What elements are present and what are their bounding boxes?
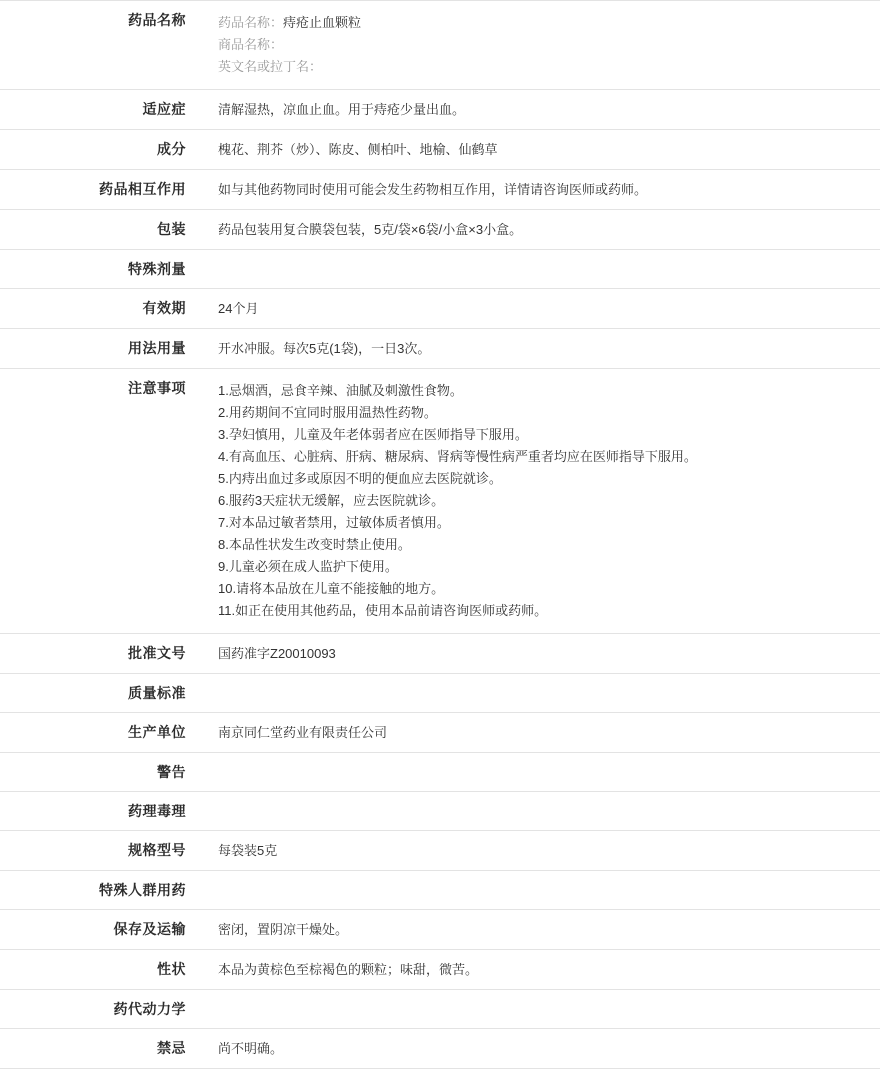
row-label: 适应症 — [142, 101, 186, 117]
row-value-names — [200, 1, 880, 90]
row-value: 南京同仁堂药业有限责任公司 — [218, 725, 388, 740]
table-row — [0, 90, 880, 130]
row-value: 槐花、荆芥（炒）、陈皮、侧柏叶、地榆、仙鹤草 — [218, 142, 498, 157]
row-value: 本品为黄棕色至棕褐色的颗粒；味甜，微苦。 — [218, 962, 479, 977]
trade-name-key: 商品名称： — [218, 37, 284, 52]
english-name-key: 英文名或拉丁名： — [218, 59, 323, 74]
row-value — [200, 792, 880, 831]
row-label: 有效期 — [142, 300, 186, 316]
row-label: 药代动力学 — [113, 1001, 186, 1017]
table-row — [0, 910, 880, 950]
table-row — [0, 753, 880, 792]
row-value: 24个月 — [218, 301, 259, 316]
row-value — [200, 871, 880, 910]
row-label: 性状 — [157, 961, 186, 977]
row-value: 国药准字Z20010093 — [218, 646, 336, 661]
row-label: 生产单位 — [128, 724, 186, 740]
table-row — [0, 792, 880, 831]
list-item: 6.服药3天症状无缓解，应去医院就诊。 — [218, 493, 445, 508]
row-label: 成分 — [157, 141, 186, 157]
list-item: 9.儿童必须在成人监护下使用。 — [218, 559, 398, 574]
table-row — [0, 713, 880, 753]
list-item: 4.有高血压、心脏病、肝病、糖尿病、肾病等慢性病严重者均应在医师指导下服用。 — [218, 449, 697, 464]
list-item: 7.对本品过敏者禁用，过敏体质者慎用。 — [218, 515, 450, 530]
row-label: 规格型号 — [128, 842, 186, 858]
table-row — [0, 250, 880, 289]
row-value: 如与其他药物同时使用可能会发生药物相互作用，详情请咨询医师或药师。 — [218, 182, 648, 197]
row-label: 用法用量 — [128, 340, 186, 356]
row-label: 质量标准 — [128, 685, 186, 701]
drug-name-key: 药品名称： — [218, 15, 284, 30]
table-row — [0, 130, 880, 170]
row-label: 警告 — [157, 764, 186, 780]
list-item: 5.内痔出血过多或原因不明的便血应去医院就诊。 — [218, 471, 502, 486]
row-label: 注意事项 — [128, 380, 186, 396]
list-item: 1.忌烟酒，忌食辛辣、油腻及刺激性食物。 — [218, 383, 463, 398]
notice-list — [218, 380, 868, 622]
table-row — [0, 369, 880, 634]
table-row — [0, 289, 880, 329]
trade-name-line — [218, 34, 868, 56]
table-row — [0, 950, 880, 990]
row-label: 药理毒理 — [128, 803, 186, 819]
row-label: 特殊剂量 — [128, 261, 186, 277]
row-label: 特殊人群用药 — [99, 882, 186, 898]
row-label: 药品名称 — [128, 12, 186, 28]
list-item: 10.请将本品放在儿童不能接触的地方。 — [218, 581, 445, 596]
row-label: 禁忌 — [157, 1040, 186, 1056]
list-item: 3.孕妇慎用，儿童及年老体弱者应在医师指导下服用。 — [218, 427, 528, 442]
table-row — [0, 990, 880, 1029]
row-value: 密闭，置阴凉干燥处。 — [218, 922, 349, 937]
row-value — [200, 250, 880, 289]
row-value: 药品包装用复合膜袋包装，5克/袋×6袋/小盒×3小盒。 — [218, 222, 523, 237]
table-row — [0, 674, 880, 713]
list-item: 8.本品性状发生改变时禁止使用。 — [218, 537, 411, 552]
row-label: 批准文号 — [128, 645, 186, 661]
table-row — [0, 1029, 880, 1069]
table-row — [0, 871, 880, 910]
english-name-line — [218, 56, 868, 78]
table-row — [0, 170, 880, 210]
row-label: 包装 — [157, 221, 186, 237]
list-item: 11.如正在使用其他药品，使用本品前请咨询医师或药师。 — [218, 603, 548, 618]
drug-name-value: 痔疮止血颗粒 — [283, 15, 362, 30]
row-value — [200, 990, 880, 1029]
drug-name-line — [218, 12, 868, 34]
table-row — [0, 1, 880, 90]
table-row — [0, 634, 880, 674]
row-value: 尚不明确。 — [218, 1041, 284, 1056]
table-row — [0, 210, 880, 250]
row-value: 每袋装5克 — [218, 843, 278, 858]
row-label: 药品相互作用 — [99, 181, 186, 197]
row-value: 开水冲服。每次5克(1袋)，一日3次。 — [218, 341, 431, 356]
row-value — [200, 674, 880, 713]
list-item: 2.用药期间不宜同时服用温热性药物。 — [218, 405, 437, 420]
row-label: 保存及运输 — [113, 921, 186, 937]
row-value: 清解湿热，凉血止血。用于痔疮少量出血。 — [218, 102, 466, 117]
row-value-list — [200, 369, 880, 634]
row-value — [200, 753, 880, 792]
table-row — [0, 831, 880, 871]
table-row — [0, 329, 880, 369]
